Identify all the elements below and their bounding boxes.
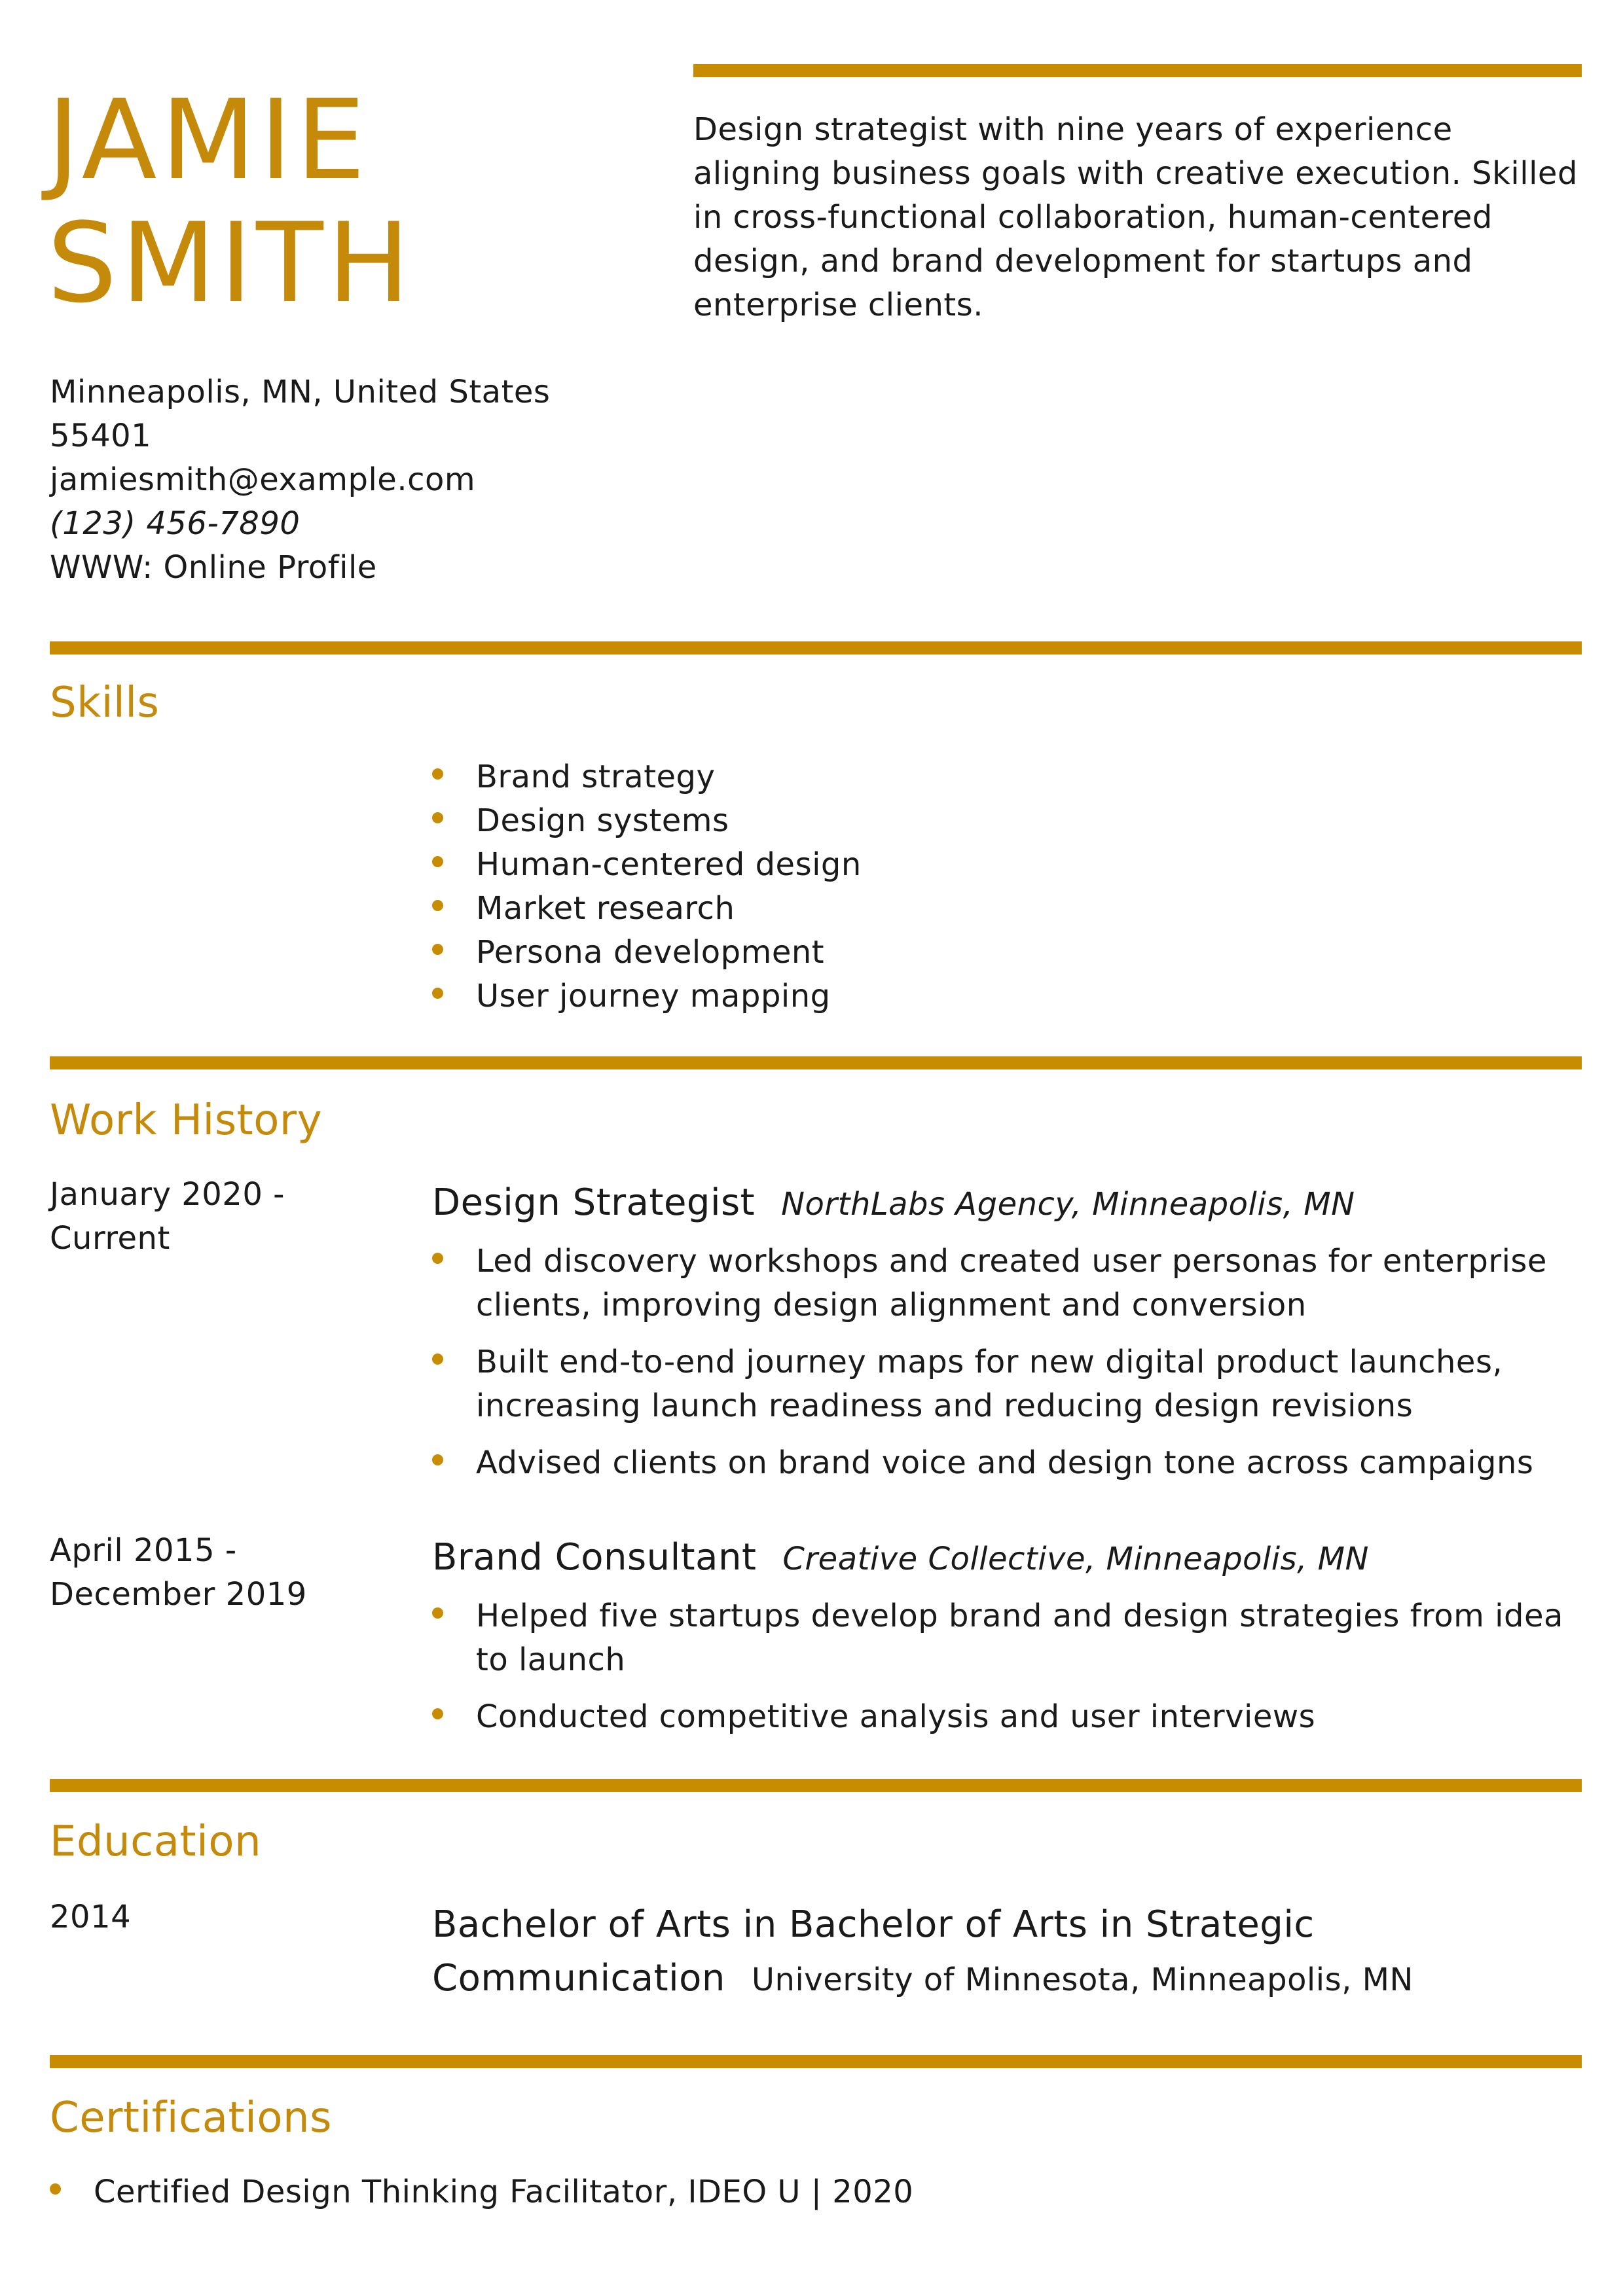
bullet-icon	[50, 2183, 61, 2195]
job-1-dates: January 2020 - Current	[50, 1176, 285, 1257]
skills-heading: Skills	[50, 679, 160, 727]
education-rule	[50, 1779, 1582, 1792]
bullet-icon	[432, 1253, 443, 1264]
last-name: SMITH	[47, 199, 414, 327]
skills-rule	[50, 641, 1582, 655]
skill-item: User journey mapping	[432, 975, 862, 1018]
job-bullet: Built end-to-end journey maps for new digital product launches, increasing launch readiness and reducing design revisions	[432, 1340, 1584, 1428]
job-bullet: Helped five startups develop brand and design strategies from idea to launch	[432, 1594, 1584, 1682]
work-history-heading: Work History	[50, 1096, 323, 1145]
job-1-company: NorthLabs Agency, Minneapolis, MN	[781, 1186, 1355, 1223]
bullet-icon	[432, 900, 443, 911]
job-bullet: Advised clients on brand voice and design tone across campaigns	[432, 1441, 1584, 1485]
job-2-title: Brand Consultant	[432, 1536, 757, 1579]
contact-location: Minneapolis, MN, United States	[50, 374, 551, 410]
job-2-dates: April 2015 - December 2019	[50, 1532, 307, 1613]
bullet-icon	[432, 1607, 443, 1619]
bullet-icon	[432, 856, 443, 867]
bullet-icon	[432, 1454, 443, 1465]
bullet-icon	[432, 1354, 443, 1365]
contact-zip: 55401	[50, 418, 152, 454]
certifications-heading: Certifications	[50, 2094, 332, 2142]
bullet-icon	[432, 944, 443, 955]
skill-item: Persona development	[432, 931, 862, 975]
bullet-icon	[432, 1708, 443, 1719]
contact-phone[interactable]: (123) 456-7890	[50, 505, 301, 542]
professional-summary: Design strategist with nine years of experience aligning business goals with creative execution. Skilled in cross-functional collaboration, human-centered design, and brand development for startups and enterprise clients.	[693, 111, 1578, 323]
job-2-bullets	[432, 1594, 1584, 1739]
work-rule	[50, 1056, 1582, 1069]
education-heading: Education	[50, 1818, 262, 1866]
job-bullet: Conducted competitive analysis and user interviews	[432, 1695, 1584, 1739]
education-year: 2014	[50, 1899, 132, 1935]
bullet-icon	[432, 768, 443, 780]
contact-website[interactable]: WWW: Online Profile	[50, 549, 377, 586]
skill-item: Human-centered design	[432, 843, 862, 887]
certification-item: Certified Design Thinking Facilitator, IDEO U | 2020	[50, 2170, 913, 2214]
candidate-name	[47, 76, 414, 327]
job-2-company: Creative Collective, Minneapolis, MN	[782, 1541, 1369, 1577]
skill-item: Market research	[432, 887, 862, 931]
education-entry	[432, 1898, 1584, 2007]
contact-info	[50, 370, 550, 590]
bullet-icon	[432, 988, 443, 999]
contact-email[interactable]: jamiesmith@example.com	[50, 461, 476, 498]
certifications-rule	[50, 2055, 1582, 2068]
education-school: University of Minnesota, Minneapolis, MN	[751, 1962, 1413, 1998]
skill-item: Design systems	[432, 799, 862, 843]
job-1	[432, 1177, 1584, 1498]
skills-list	[432, 755, 862, 1018]
header-rule	[693, 64, 1582, 77]
job-1-title: Design Strategist	[432, 1181, 756, 1224]
certifications-list	[50, 2170, 913, 2214]
skill-item: Brand strategy	[432, 755, 862, 799]
first-name: JAMIE	[47, 76, 370, 204]
job-bullet: Led discovery workshops and created user personas for enterprise clients, improving design alignment and conversion	[432, 1240, 1584, 1327]
job-2	[432, 1532, 1584, 1752]
bullet-icon	[432, 812, 443, 823]
job-1-bullets	[432, 1240, 1584, 1485]
education-degree: Bachelor of Arts in Bachelor of Arts in Strategic Communication	[432, 1903, 1315, 2000]
